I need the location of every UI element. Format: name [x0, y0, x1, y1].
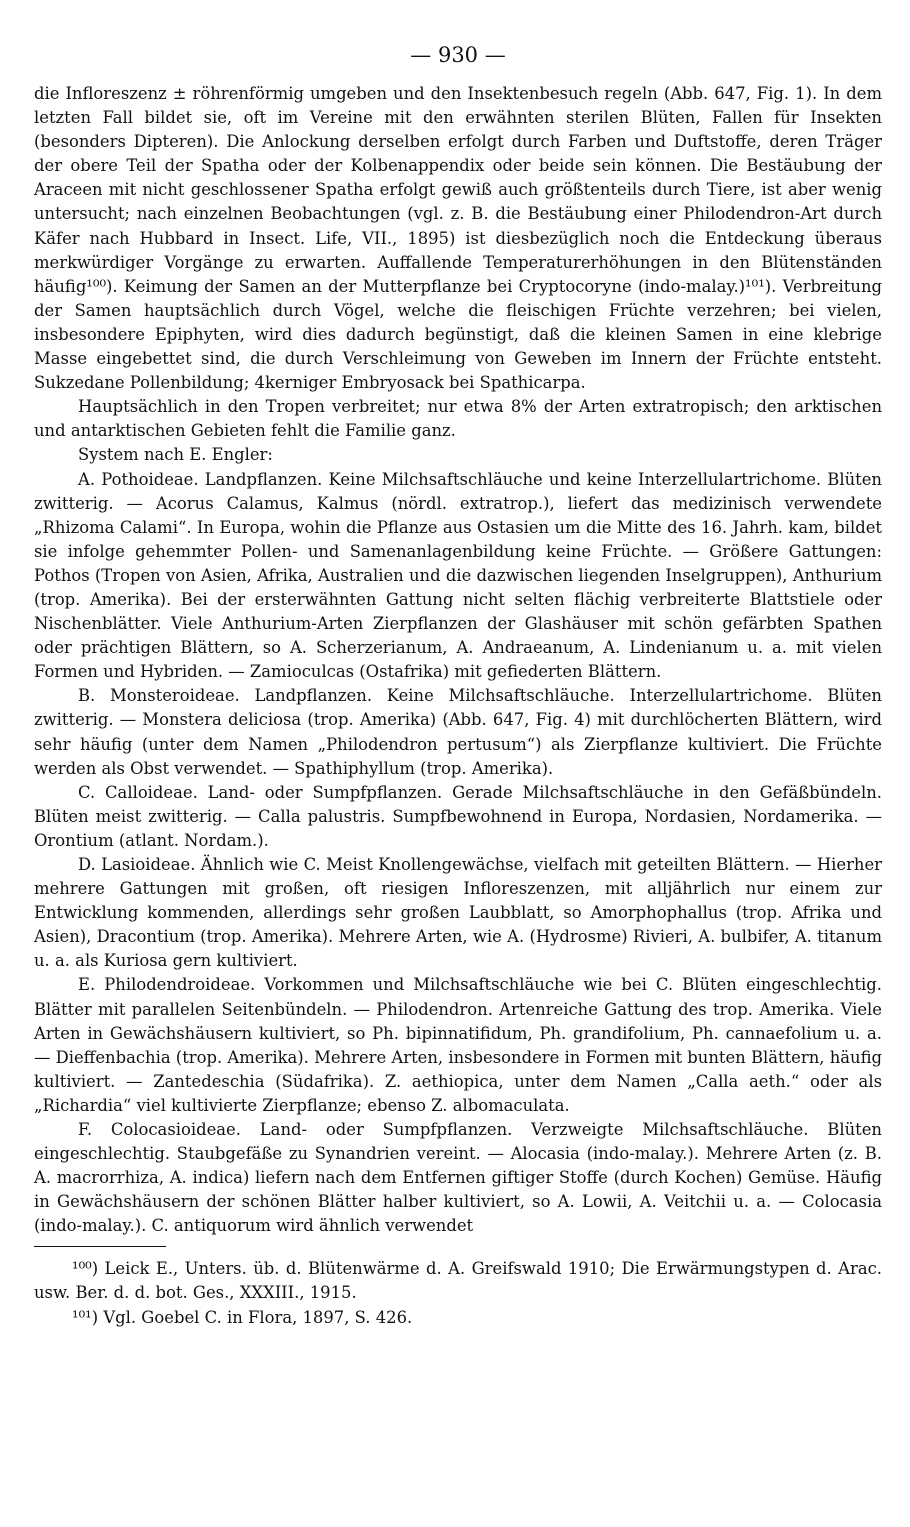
paragraph-monsteroideae: B. Monsteroideae. Landpflanzen. Keine Milchsaftschläuche. Interzellulartrichome. Blüten zwitterig. — Monstera deliciosa (trop. Amerika) (Abb. 647, Fig. 4) mit durchlöcherten Blättern, wird sehr häufig (unter dem Namen „Philodendron pertusum“) als Zierpflanze kultiviert. Die Früchte werden als Obst verwendet. — Spathiphyllum (trop. Amerika). — [34, 686, 882, 778]
paragraph-distribution: Hauptsächlich in den Tropen verbreitet; nur etwa 8% der Arten extratropisch; den arktischen und antarktischen Gebieten fehlt die Familie ganz. — [34, 397, 882, 441]
paragraph-calloideae: C. Calloideae. Land- oder Sumpfpflanzen. Gerade Milchsaftschläuche in den Gefäßbündeln. Blüten meist zwitterig. — Calla palustris. Sumpfbewohnend in Europa, Nordasien, Nordamerika. — Orontium (atlant. Nordam.). — [34, 782, 882, 850]
paragraph-philodendroideae: E. Philodendroideae. Vorkommen und Milchsaftschläuche wie bei C. Blüten eingeschlechtig. Blätter mit parallelen Seitenbündeln. — Philodendron. Artenreiche Gattung des trop. Amerika. Viele Arten in Gewächshäusern kultiviert, so Ph. bipinnatifidum, Ph. grandifolium, Ph. cannaefolium u. a. — Dieffenbachia (trop. Amerika). Mehrere Arten, insbesondere in Formen mit bunten Blättern, häufig kultiviert. — Zantedeschia (Südafrika). Z. aethiopica, unter dem Namen „Calla aeth.“ oder als „Richardia“ viel kultivierte Zierpflanze; ebenso Z. albomaculata. — [34, 975, 882, 1115]
paragraph-pollination: die Infloreszenz ± röhrenförmig umgeben und den Insektenbesuch regeln (Abb. 647, Fig. 1). In dem letzten Fall bildet sie, oft im Vereine mit den erwähnten sterilen Blüten, Fallen für Insekten (besonders Dipteren). Die Anlockung derselben erfolgt durch Farben und Duftstoffe, deren Träger der obere Teil der Spatha oder der Kolbenappendix oder beide sein können. Die Bestäubung der Araceen mit nicht geschlossener Spatha erfolgt gewiß auch größtenteils durch Tiere, ist aber wenig untersucht; nach einzelnen Beobachtungen (vgl. z. B. die Bestäubung einer Philodendron-Art durch Käfer nach Hubbard in Insect. Life, VII., 1895) ist diesbezüglich noch die Entdeckung überaus merkwürdiger Vorgänge zu erwarten. Auffallende Temperaturerhöhungen in den Blütenständen häufig¹⁰⁰). Keimung der Samen an der Mutterpflanze bei Cryptocoryne (indo-malay.)¹⁰¹). Verbreitung der Samen hauptsächlich durch Vögel, welche die fleischigen Früchte verzehren; bei vielen, insbesondere Epiphyten, wird dies dadurch begünstigt, daß die kleinen Samen in eine klebrige Masse eingebettet sind, die durch Verschleimung von Geweben im Innern der Früchte entsteht. Sukzedane Pollenbildung; 4kerniger Embryosack bei Spathicarpa. — [34, 84, 882, 393]
footnote-101: ¹⁰¹) Vgl. Goebel C. in Flora, 1897, S. 426. — [72, 1307, 413, 1327]
footnote-separator — [34, 1246, 166, 1247]
paragraph-pothoideae: A. Pothoideae. Landpflanzen. Keine Milchsaftschläuche und keine Interzellulartrichome. Blüten zwitterig. — Acorus Calamus, Kalmus (nördl. extratrop.), liefert das medizinisch verwendete „Rhizoma Calami“. In Europa, wohin die Pflanze aus Ostasien um die Mitte des 16. Jahrh. kam, bildet sie infolge gehemmter Pollen- und Samenanlagenbildung keine Früchte. — Größere Gattungen: Pothos (Tropen von Asien, Afrika, Australien und die dazwischen liegenden Inselgruppen), Anthurium (trop. Amerika). Bei der ersterwähnten Gattung nicht selten flächig verbreiterte Blattstiele oder Nischenblätter. Viele Anthurium-Arten Zierpflanzen der Glashäuser mit schön gefärbten Spathen oder prächtigen Blättern, so A. Scherzerianum, A. Andraeanum, A. Lindenianum u. a. mit vielen Formen und Hybriden. — Zamioculcas (Ostafrika) mit gefiederten Blättern. — [34, 469, 882, 682]
paragraph-colocasioideae: F. Colocasioideae. Land- oder Sumpfpflanzen. Verzweigte Milchsaftschläuche. Blüten eingeschlechtig. Staubgefäße zu Synandrien vereint. — Alocasia (indo-malay.). Mehrere Arten (z. B. A. macrorrhiza, A. indica) liefern nach dem Entfernen giftiger Stoffe (durch Kochen) Gemüse. Häufig in Gewächshäusern der schönen Blätter halber kultiviert, so A. Lowii, A. Veitchii u. a. — Colocasia (indo-malay.). C. antiquorum wird ähnlich verwendet — [34, 1120, 882, 1236]
paragraph-lasioideae: D. Lasioideae. Ähnlich wie C. Meist Knollengewächse, vielfach mit geteilten Blättern. — Hierher mehrere Gattungen mit großen, oft riesigen Infloreszenzen, mit alljährlich nur einem zur Entwicklung kommenden, allerdings sehr großen Laubblatt, so Amorphophallus (trop. Afrika und Asien), Dracontium (trop. Amerika). Mehrere Arten, wie A. (Hydrosme) Rivieri, A. bulbifer, A. titanum u. a. als Kuriosa gern kultiviert. — [34, 855, 882, 971]
footnote-100: ¹⁰⁰) Leick E., Unters. üb. d. Blütenwärme d. A. Greifswald 1910; Die Erwärmungstypen d. Arac. usw. Ber. d. d. bot. Ges., XXXIII., 1915. — [34, 1258, 882, 1302]
page-number: — 930 — — [410, 43, 506, 67]
paragraph-system-heading: System nach E. Engler: — [78, 445, 273, 465]
document-page — [34, 42, 882, 1330]
